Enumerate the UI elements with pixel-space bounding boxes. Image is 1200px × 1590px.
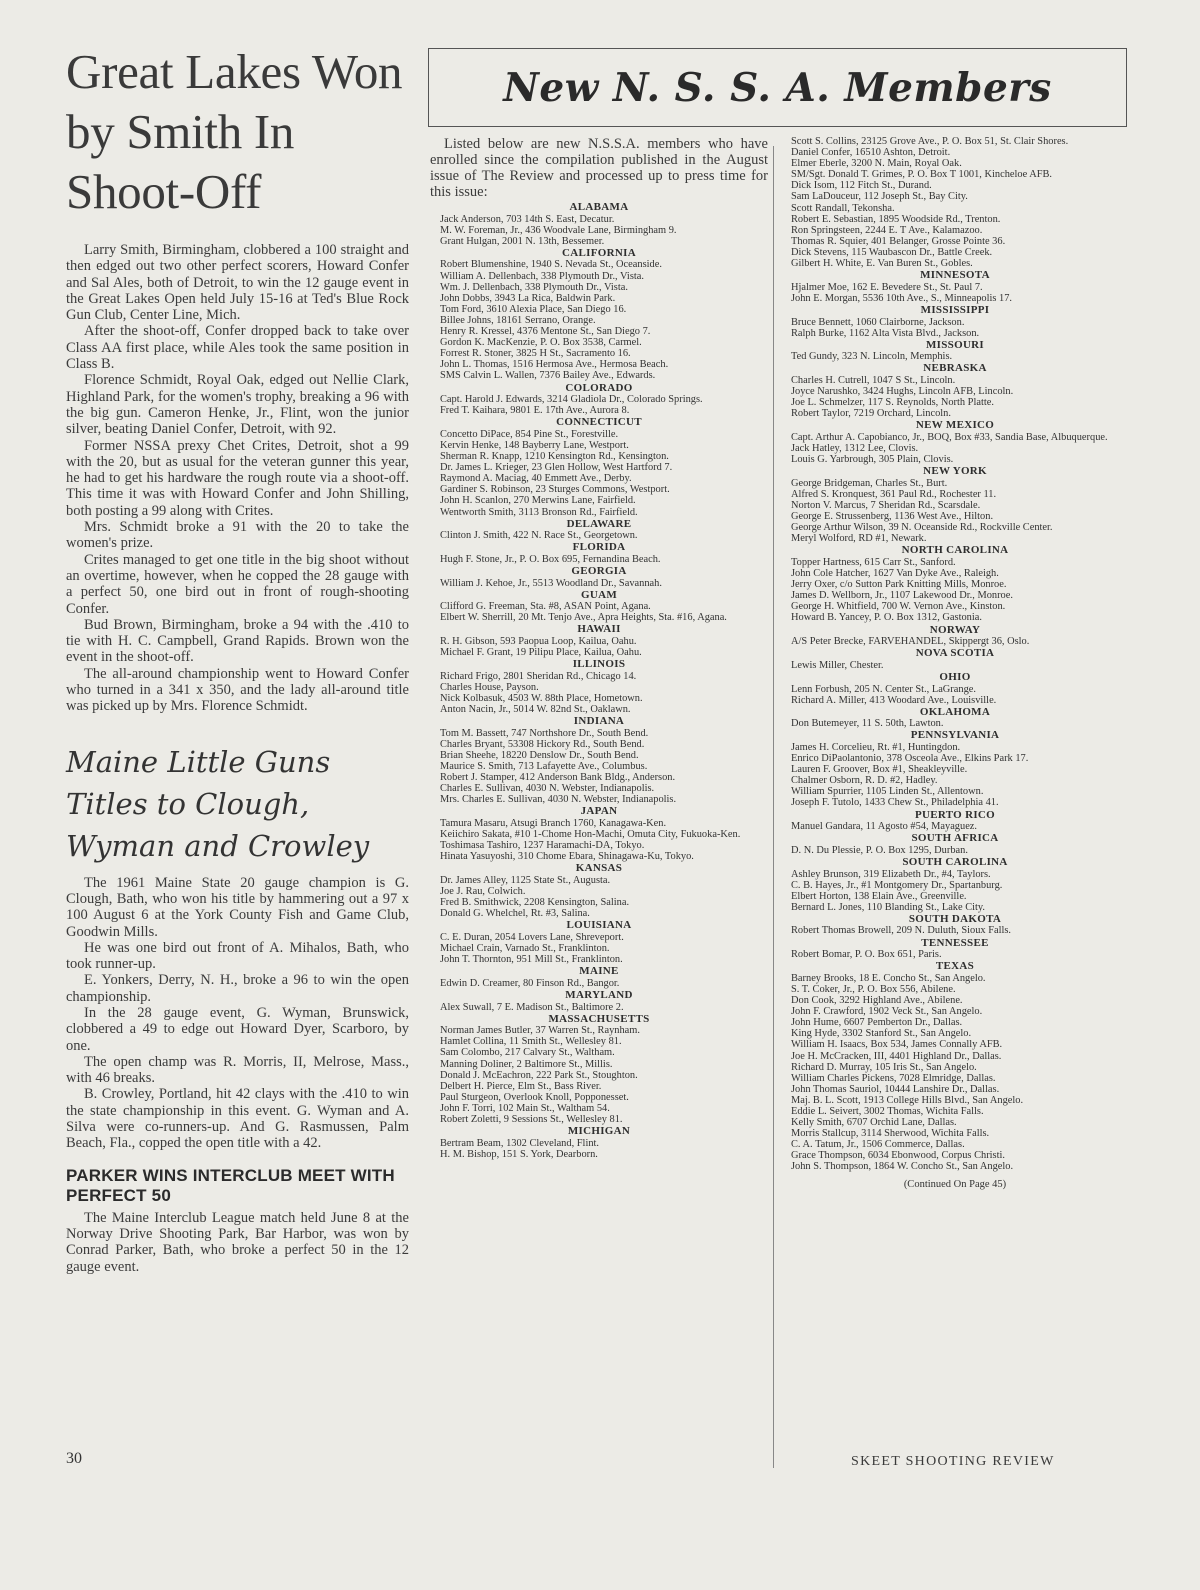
state-heading: MASSACHUSETTS: [548, 1012, 650, 1025]
member-entry: Richard D. Murray, 105 Iris St., San Angelo.: [791, 1061, 977, 1073]
members-column-2: [781, 136, 1129, 1190]
member-entry: Ted Gundy, 323 N. Lincoln, Memphis.: [791, 351, 953, 363]
member-entry: John Dobbs, 3943 La Rica, Baldwin Park.: [440, 292, 616, 304]
member-entry: Bertram Beam, 1302 Cleveland, Flint.: [440, 1137, 600, 1149]
member-entry: Wm. J. Dellenbach, 338 Plymouth Dr., Vista.: [440, 281, 628, 293]
member-entry: Tamura Masaru, Atsugi Branch 1760, Kanagawa-Ken.: [440, 818, 667, 830]
members-list-2: [781, 136, 1129, 1173]
member-entry: Norman James Butler, 37 Warren St., Raynham.: [440, 1025, 640, 1037]
members-banner-title: New N. S. S. A. Members: [503, 64, 1052, 111]
member-entry: Sam Colombo, 217 Calvary St., Waltham.: [440, 1047, 615, 1059]
member-entry: Mrs. Charles E. Sullivan, 4030 N. Webster, Indianapolis.: [440, 794, 677, 806]
member-entry: Forrest R. Stoner, 3825 H St., Sacramento 16.: [440, 348, 631, 360]
members-list-1: [430, 202, 768, 1160]
member-entry: Edwin D. Creamer, 80 Finson Rd., Bangor.: [440, 977, 620, 989]
member-entry: Sam LaDouceur, 112 Joseph St., Bay City.: [791, 191, 968, 203]
member-entry: Barney Brooks, 18 E. Concho St., San Angelo.: [791, 972, 986, 984]
member-entry: C. A. Tatum, Jr., 1506 Commerce, Dallas.: [791, 1139, 965, 1151]
member-entry: Grant Hulgan, 2001 N. 13th, Bessemer.: [440, 235, 605, 247]
paragraph: He was one bird out front of A. Mihalos, Bath, who took runner-up.: [66, 939, 409, 973]
state-heading: GUAM: [580, 588, 618, 601]
member-entry: Fred B. Smithwick, 2208 Kensington, Salina.: [440, 897, 630, 909]
member-entry: Elbert W. Sherrill, 20 Mt. Tenjo Ave., Apra Heights, Sta. #16, Agana.: [440, 612, 727, 624]
member-entry: Clifford G. Freeman, Sta. #8, ASAN Point, Agana.: [440, 601, 651, 613]
state-heading: TEXAS: [935, 960, 975, 973]
member-entry: Joseph F. Tutolo, 1433 Chew St., Philadelphia 41.: [791, 797, 999, 809]
member-entry: Kervin Henke, 148 Bayberry Lane, Westport.: [440, 439, 629, 451]
state-heading: ILLINOIS: [572, 658, 626, 671]
state-heading: DELAWARE: [566, 517, 632, 530]
member-entry: Louis G. Yarbrough, 305 Plain, Clovis.: [791, 454, 954, 466]
member-entry: Keiichiro Sakata, #10 1-Chome Hon-Machi, Omuta City, Fukuoka-Ken.: [440, 829, 741, 841]
member-entry: A/S Peter Brecke, FARVEHANDEL, Skippergt 36, Oslo.: [791, 636, 1030, 648]
member-entry: Billee Johns, 18161 Serrano, Orange.: [440, 314, 596, 326]
member-entry: Bernard L. Jones, 110 Blanding St., Lake City.: [791, 901, 986, 913]
member-entry: Bruce Bennett, 1060 Clairborne, Jackson.: [791, 316, 965, 328]
member-entry: Capt. Arthur A. Capobianco, Jr., BOQ, Box #33, Sandia Base, Albuquerque.: [791, 431, 1108, 443]
paragraph: Crites managed to get one title in the big shoot without an overtime, however, when he copped the 28 gauge with a perfect 50, one bird out in front of rough-shooting Confer.: [66, 551, 409, 617]
member-entry: John L. Thomas, 1516 Hermosa Ave., Hermosa Beach.: [440, 359, 669, 371]
member-entry: James D. Wellborn, Jr., 1107 Lakewood Dr., Monroe.: [791, 590, 1013, 602]
member-entry: Gardiner S. Robinson, 23 Sturges Commons, Westport.: [440, 484, 670, 496]
member-entry: William A. Dellenbach, 338 Plymouth Dr., Vista.: [440, 270, 644, 282]
state-heading: NORWAY: [929, 623, 981, 636]
member-entry: William J. Kehoe, Jr., 5513 Woodland Dr., Savannah.: [440, 577, 662, 589]
paragraph: After the shoot-off, Confer dropped back to take over Class AA first place, while Ales took the same position in Class B.: [66, 323, 409, 373]
member-entry: Jack Hatley, 1312 Lee, Clovis.: [791, 443, 919, 455]
member-entry: Joe H. McCracken, III, 4401 Highland Dr., Dallas.: [791, 1050, 1002, 1062]
member-entry: Ashley Brunson, 319 Elizabeth Dr., #4, Taylors.: [791, 868, 991, 880]
member-entry: Howard B. Yancey, P. O. Box 1312, Gastonia.: [791, 612, 982, 624]
member-entry: John Hume, 6607 Pemberton Dr., Dallas.: [791, 1017, 963, 1029]
member-entry: Tom M. Bassett, 747 Northshore Dr., South Bend.: [440, 727, 649, 739]
state-heading: JAPAN: [580, 805, 618, 818]
member-entry: Charles House, Payson.: [440, 681, 539, 693]
article-body-tertiary: [66, 1210, 409, 1275]
member-entry: Scott Randall, Tekonsha.: [791, 202, 895, 214]
member-entry: King Hyde, 3302 Stanford St., San Angelo.: [791, 1028, 972, 1040]
state-heading: NEBRASKA: [923, 362, 987, 375]
member-entry: Joe L. Schmelzer, 117 S. Reynolds, North Platte.: [791, 397, 994, 409]
member-entry: Norton V. Marcus, 7 Sheridan Rd., Scarsdale.: [791, 500, 981, 511]
member-entry: Don Butemeyer, 11 S. 50th, Lawton.: [791, 718, 944, 730]
member-entry: Richard A. Miller, 413 Woodard Ave., Louisville.: [791, 694, 997, 706]
paragraph: In the 28 gauge event, G. Wyman, Brunswick, clobbered a 49 to edge out Howard Dyer, Scarboro, by one.: [66, 1004, 409, 1054]
state-heading: CONNECTICUT: [556, 416, 642, 429]
state-heading: TENNESSEE: [921, 936, 989, 949]
member-entry: Jack Anderson, 703 14th S. East, Decatur.: [440, 213, 615, 225]
state-heading: ALABAMA: [569, 201, 629, 213]
member-entry: Nick Kolbasuk, 4503 W. 88th Place, Hometown.: [440, 693, 643, 705]
member-entry: Dick Isom, 112 Fitch St., Durand.: [791, 180, 932, 192]
member-entry: Tom Ford, 3610 Alexia Place, San Diego 16.: [440, 303, 627, 315]
member-entry: George Arthur Wilson, 39 N. Oceanside Rd., Rockville Center.: [791, 522, 1053, 534]
member-entry: Daniel Confer, 16510 Ashton, Detroit.: [791, 147, 951, 159]
member-entry: John F. Crawford, 1902 Veck St., San Angelo.: [791, 1006, 983, 1018]
paragraph: B. Crowley, Portland, hit 42 clays with the .410 to win the state championship in this event. G. Wyman and A. Silva were co-runners-up. And G. Rasmussen, Palm Beach, Fla., copped the open title with a 42.: [66, 1086, 409, 1152]
member-entry: Robert Bomar, P. O. Box 651, Paris.: [791, 949, 942, 961]
member-entry: Jerry Oxer, c/o Sutton Park Knitting Mills, Monroe.: [791, 579, 1007, 591]
member-entry: Chalmer Osborn, R. D. #2, Hadley.: [791, 775, 938, 787]
member-entry: John F. Torri, 102 Main St., Waltham 54.: [440, 1102, 610, 1114]
state-heading: LOUISIANA: [566, 919, 632, 932]
member-entry: Joyce Narushko, 3424 Hughs, Lincoln AFB, Lincoln.: [791, 386, 1014, 398]
paragraph: Mrs. Schmidt broke a 91 with the 20 to take the women's prize.: [66, 519, 409, 552]
member-entry: Dick Stevens, 115 Waubascon Dr., Battle Creek.: [791, 246, 993, 258]
publication-name: SKEET SHOOTING REVIEW: [851, 1454, 1055, 1469]
member-entry: Robert E. Sebastian, 1895 Woodside Rd., Trenton.: [791, 213, 1001, 225]
member-entry: Donald G. Whelchel, Rt. #3, Salina.: [440, 908, 590, 920]
state-heading: NEW YORK: [923, 465, 987, 478]
member-entry: Robert J. Stamper, 412 Anderson Bank Bldg., Anderson.: [440, 772, 676, 784]
member-entry: Maj. B. L. Scott, 1913 College Hills Blvd., San Angelo.: [791, 1094, 1024, 1106]
member-entry: William Spurrier, 1105 Linden St., Allentown.: [791, 786, 984, 798]
member-entry: Ralph Burke, 1162 Alta Vista Blvd., Jackson.: [791, 327, 980, 339]
state-heading: CALIFORNIA: [562, 246, 636, 259]
paragraph: The all-around championship went to Howard Confer who turned in a 341 x 350, and the lady all-around title was picked up by Mrs. Florence Schmidt.: [66, 665, 409, 715]
state-heading: PUERTO RICO: [914, 808, 996, 821]
page-number: 30: [66, 1450, 82, 1467]
member-entry: Don Cook, 3292 Highland Ave., Abilene.: [791, 995, 963, 1007]
member-entry: James H. Corcelieu, Rt. #1, Huntingdon.: [791, 741, 961, 753]
paragraph: The 1961 Maine State 20 gauge champion is G. Clough, Bath, who won his title by hammering out a 97 x 100 August 6 at the York County Fish and Game Club, Goodwin Mills.: [66, 874, 409, 940]
member-entry: Maurice S. Smith, 713 Lafayette Ave., Columbus.: [440, 761, 648, 773]
members-banner: [428, 48, 1127, 127]
member-entry: H. M. Bishop, 151 S. York, Dearborn.: [440, 1148, 598, 1160]
member-entry: George H. Whitfield, 700 W. Vernon Ave., Kinston.: [791, 601, 1006, 613]
state-heading: GEORGIA: [571, 565, 627, 577]
member-entry: SMS Calvin L. Wallen, 7376 Bailey Ave., Edwards.: [440, 370, 656, 382]
article-body-secondary: [66, 875, 409, 1152]
member-entry: Grace Thompson, 6034 Ebonwood, Corpus Christi.: [791, 1150, 1005, 1162]
state-heading: NOVA SCOTIA: [915, 647, 995, 660]
state-heading: PENNSYLVANIA: [910, 729, 1000, 742]
paragraph: The Maine Interclub League match held June 8 at the Norway Drive Shooting Park, Bar Harbor, was won by Conrad Parker, Bath, who broke a perfect 50 in the 12 gauge event.: [66, 1209, 409, 1275]
member-entry: Robert Thomas Browell, 209 N. Duluth, Sioux Falls.: [791, 925, 1012, 937]
member-entry: Gilbert H. White, E. Van Buren St., Gobles.: [791, 258, 973, 270]
member-entry: Lenn Forbush, 205 N. Center St., LaGrange.: [791, 683, 976, 695]
member-entry: Dr. James Alley, 1125 State St., Augusta.: [440, 875, 611, 887]
member-entry: C. E. Duran, 2054 Lovers Lane, Shreveport.: [440, 932, 624, 943]
state-heading: COLORADO: [565, 381, 633, 394]
member-entry: George E. Strussenberg, 1136 West Ave., Hilton.: [791, 511, 994, 523]
member-entry: Morris Stallcup, 3114 Sherwood, Wichita Falls.: [791, 1128, 990, 1140]
member-entry: R. H. Gibson, 593 Paopua Loop, Kailua, Oahu.: [440, 636, 637, 648]
paragraph: E. Yonkers, Derry, N. H., broke a 96 to win the open championship.: [66, 972, 409, 1005]
member-entry: Manuel Gandara, 11 Agosto #54, Mayaguez.: [791, 821, 978, 833]
state-heading: NORTH CAROLINA: [901, 544, 1009, 557]
member-entry: Donald J. McEachron, 222 Park St., Stoughton.: [440, 1069, 638, 1081]
member-entry: Hinata Yasuyoshi, 310 Chome Ebara, Shinagawa-Ku, Tokyo.: [440, 851, 694, 863]
member-entry: Joe J. Rau, Colwich.: [440, 886, 526, 898]
member-entry: Robert Blumenshine, 1940 S. Nevada St., Oceanside.: [440, 259, 662, 271]
member-entry: William H. Isaacs, Box 534, James Connally AFB.: [791, 1039, 1003, 1051]
member-entry: S. T. Coker, Jr., P. O. Box 556, Abilene.: [791, 983, 956, 995]
member-entry: Robert Zoletti, 9 Sessions St., Wellesley 81.: [440, 1114, 623, 1125]
member-entry: Charles E. Sullivan, 4030 N. Webster, Indianapolis.: [440, 783, 655, 795]
member-entry: Kelly Smith, 6707 Orchid Lane, Dallas.: [791, 1117, 957, 1129]
state-heading: SOUTH DAKOTA: [908, 912, 1002, 925]
member-entry: Clinton J. Smith, 422 N. Race St., Georgetown.: [440, 530, 638, 542]
column-divider: [773, 146, 774, 1468]
member-entry: Charles Bryant, 53308 Hickory Rd., South Bend.: [440, 738, 645, 750]
left-column: [66, 42, 409, 1275]
member-entry: D. N. Du Plessie, P. O. Box 1295, Durban.: [791, 844, 968, 856]
member-entry: Ron Springsteen, 2244 E. T Ave., Kalamazoo.: [791, 224, 983, 236]
article-headline-secondary: Maine Little Guns Titles to Clough, Wyman and Crowley: [66, 744, 370, 863]
member-entry: John T. Thornton, 951 Mill St., Franklinton.: [440, 954, 623, 966]
member-entry: Charles H. Cutrell, 1047 S St., Lincoln.: [791, 374, 956, 386]
member-entry: Fred T. Kaihara, 9801 E. 17th Ave., Aurora 8.: [440, 405, 630, 417]
member-entry: Robert Taylor, 7219 Orchard, Lincoln.: [791, 408, 951, 420]
members-intro: Listed below are new N.S.S.A. members who have enrolled since the compilation published in the August issue of The Review and processed up to press time for this issue:: [430, 136, 768, 200]
member-entry: Elbert Horton, 138 Elain Ave., Greenville.: [791, 890, 967, 902]
paragraph: Bud Brown, Birmingham, broke a 94 with the .410 to tie with H. C. Campbell, Grand Rapids. Brown won the event in the shoot-off.: [66, 616, 409, 666]
member-entry: SM/Sgt. Donald T. Grimes, P. O. Box T 1001, Kincheloe AFB.: [791, 169, 1053, 181]
state-heading: FLORIDA: [572, 541, 626, 554]
member-entry: Alfred S. Kronquest, 361 Paul Rd., Rochester 11.: [791, 488, 997, 500]
member-entry: Paul Sturgeon, Overlook Knoll, Popponesset.: [440, 1091, 629, 1103]
state-heading: INDIANA: [573, 715, 625, 728]
state-heading: NEW MEXICO: [915, 419, 995, 432]
paragraph: The open champ was R. Morris, II, Melrose, Mass., with 46 breaks.: [66, 1053, 409, 1087]
member-entry: Raymond A. Maciag, 40 Emmett Ave., Derby.: [440, 473, 632, 485]
member-entry: Hugh F. Stone, Jr., P. O. Box 695, Fernandina Beach.: [440, 553, 661, 565]
member-entry: C. B. Hayes, Jr., #1 Montgomery Dr., Spartanburg.: [791, 879, 1003, 891]
paragraph: Florence Schmidt, Royal Oak, edged out Nellie Clark, Highland Park, for the women's trophy, breaking a 96 with the big gun. Cameron Henke, Jr., Flint, won the junior silver, beating Daniel Confer, Detroit, with 92.: [66, 372, 409, 438]
member-entry: Henry R. Kressel, 4376 Mentone St., San Diego 7.: [440, 326, 651, 338]
state-heading: SOUTH AFRICA: [911, 832, 999, 845]
state-heading: MAINE: [579, 965, 619, 978]
paragraph: Larry Smith, Birmingham, clobbered a 100 straight and then edged out two other perfect scorers, Howard Confer and Sal Ales, both of Detroit, to win the 12 gauge event in the Great Lakes Open held July 15-16 at Ted's Blue Rock Gun Club, Center Line, Mich.: [66, 242, 409, 324]
member-entry: John E. Morgan, 5536 10th Ave., S., Minneapolis 17.: [791, 292, 1012, 304]
member-entry: Michael Crain, Varnado St., Franklinton.: [440, 943, 610, 955]
member-entry: Anton Nacin, Jr., 5014 W. 82nd St., Oaklawn.: [440, 704, 631, 716]
state-heading: MARYLAND: [565, 988, 633, 1001]
member-entry: Michael F. Grant, 19 Pilipu Place, Kailua, Oahu.: [440, 647, 642, 659]
member-entry: John S. Thompson, 1864 W. Concho St., San Angelo.: [791, 1161, 1014, 1173]
continued-note: (Continued On Page 45): [903, 1178, 1007, 1190]
state-heading: MINNESOTA: [920, 269, 990, 282]
member-entry: George Bridgeman, Charles St., Burt.: [791, 477, 948, 489]
member-entry: John Cole Hatcher, 1627 Van Dyke Ave., Raleigh.: [791, 568, 999, 580]
member-entry: Gordon K. MacKenzie, P. O. Box 3538, Carmel.: [440, 337, 642, 349]
member-entry: Topper Hartness, 615 Carr St., Sanford.: [791, 556, 956, 568]
member-entry: Alex Suwall, 7 E. Madison St., Baltimore 2.: [440, 1001, 624, 1013]
member-entry: M. W. Foreman, Jr., 436 Woodvale Lane, Birmingham 9.: [440, 224, 677, 236]
member-entry: Thomas R. Squier, 401 Belanger, Grosse Pointe 36.: [791, 235, 1006, 247]
state-heading: SOUTH CAROLINA: [902, 855, 1008, 868]
article-body: [66, 242, 409, 715]
member-entry: Eddie L. Seivert, 3002 Thomas, Wichita Falls.: [791, 1105, 984, 1117]
article-headline-tertiary: PARKER WINS INTERCLUB MEET WITH PERFECT 50: [66, 1165, 395, 1205]
state-heading: HAWAII: [577, 623, 621, 636]
state-heading: OKLAHOMA: [919, 705, 991, 718]
member-entry: Toshimasa Tashiro, 1237 Haramachi-DA, Tokyo.: [440, 840, 645, 852]
member-entry: Sherman R. Knapp, 1210 Kensington Rd., Kensington.: [440, 451, 669, 463]
member-entry: Lewis Miller, Chester.: [791, 659, 884, 671]
member-entry: Capt. Harold J. Edwards, 3214 Gladiola Dr., Colorado Springs.: [440, 394, 703, 406]
member-entry: Richard Frigo, 2801 Sheridan Rd., Chicago 14.: [440, 670, 637, 682]
member-entry: Meryl Wolford, RD #1, Newark.: [791, 533, 927, 545]
state-heading: MISSOURI: [925, 338, 985, 351]
member-entry: Enrico DiPaolantonio, 378 Osceola Ave., Elkins Park 17.: [791, 753, 1029, 765]
state-heading: MISSISSIPPI: [920, 303, 990, 316]
paragraph: Former NSSA prexy Chet Crites, Detroit, shot a 99 with the 20, but as usual for the veteran gunner this year, he had to get his hardware the rough route via a shoot-off. This time it was with Howard Confer and John Shilling, both posting a 99 along with Crites.: [66, 437, 409, 519]
member-entry: Wentworth Smith, 3113 Bronson Rd., Fairfield.: [440, 506, 638, 518]
member-entry: Elmer Eberle, 3200 N. Main, Royal Oak.: [791, 158, 962, 170]
member-entry: Brian Sheehe, 18220 Denslow Dr., South Bend.: [440, 750, 639, 761]
member-entry: Hamlet Collina, 11 Smith St., Wellesley 81.: [440, 1036, 622, 1048]
member-entry: Concetto DiPace, 854 Pine St., Forestville.: [440, 428, 619, 440]
state-heading: MICHIGAN: [567, 1125, 631, 1138]
member-entry: Delbert H. Pierce, Elm St., Bass River.: [440, 1080, 602, 1092]
member-entry: Hjalmer Moe, 162 E. Bevedere St., St. Paul 7.: [791, 281, 983, 293]
member-entry: John Thomas Sauriol, 10444 Lanshire Dr., Dallas.: [791, 1083, 1000, 1095]
member-entry: Lauren F. Groover, Box #1, Sheakleyville.: [791, 764, 968, 776]
article-headline: Great Lakes Won by Smith In Shoot-Off: [66, 44, 403, 219]
members-column-1: [430, 136, 768, 1160]
member-entry: Scott S. Collins, 23125 Grove Ave., P. O. Box 51, St. Clair Shores.: [791, 136, 1069, 147]
state-heading: KANSAS: [575, 862, 623, 875]
state-heading: OHIO: [939, 670, 971, 683]
member-entry: Manning Doliner, 2 Baltimore St., Millis.: [440, 1058, 613, 1070]
member-entry: William Charles Pickens, 7028 Elmridge, Dallas.: [791, 1072, 996, 1084]
member-entry: John H. Scanlon, 270 Merwins Lane, Fairfield.: [440, 495, 636, 507]
member-entry: Dr. James L. Krieger, 23 Glen Hollow, West Hartford 7.: [440, 462, 673, 474]
